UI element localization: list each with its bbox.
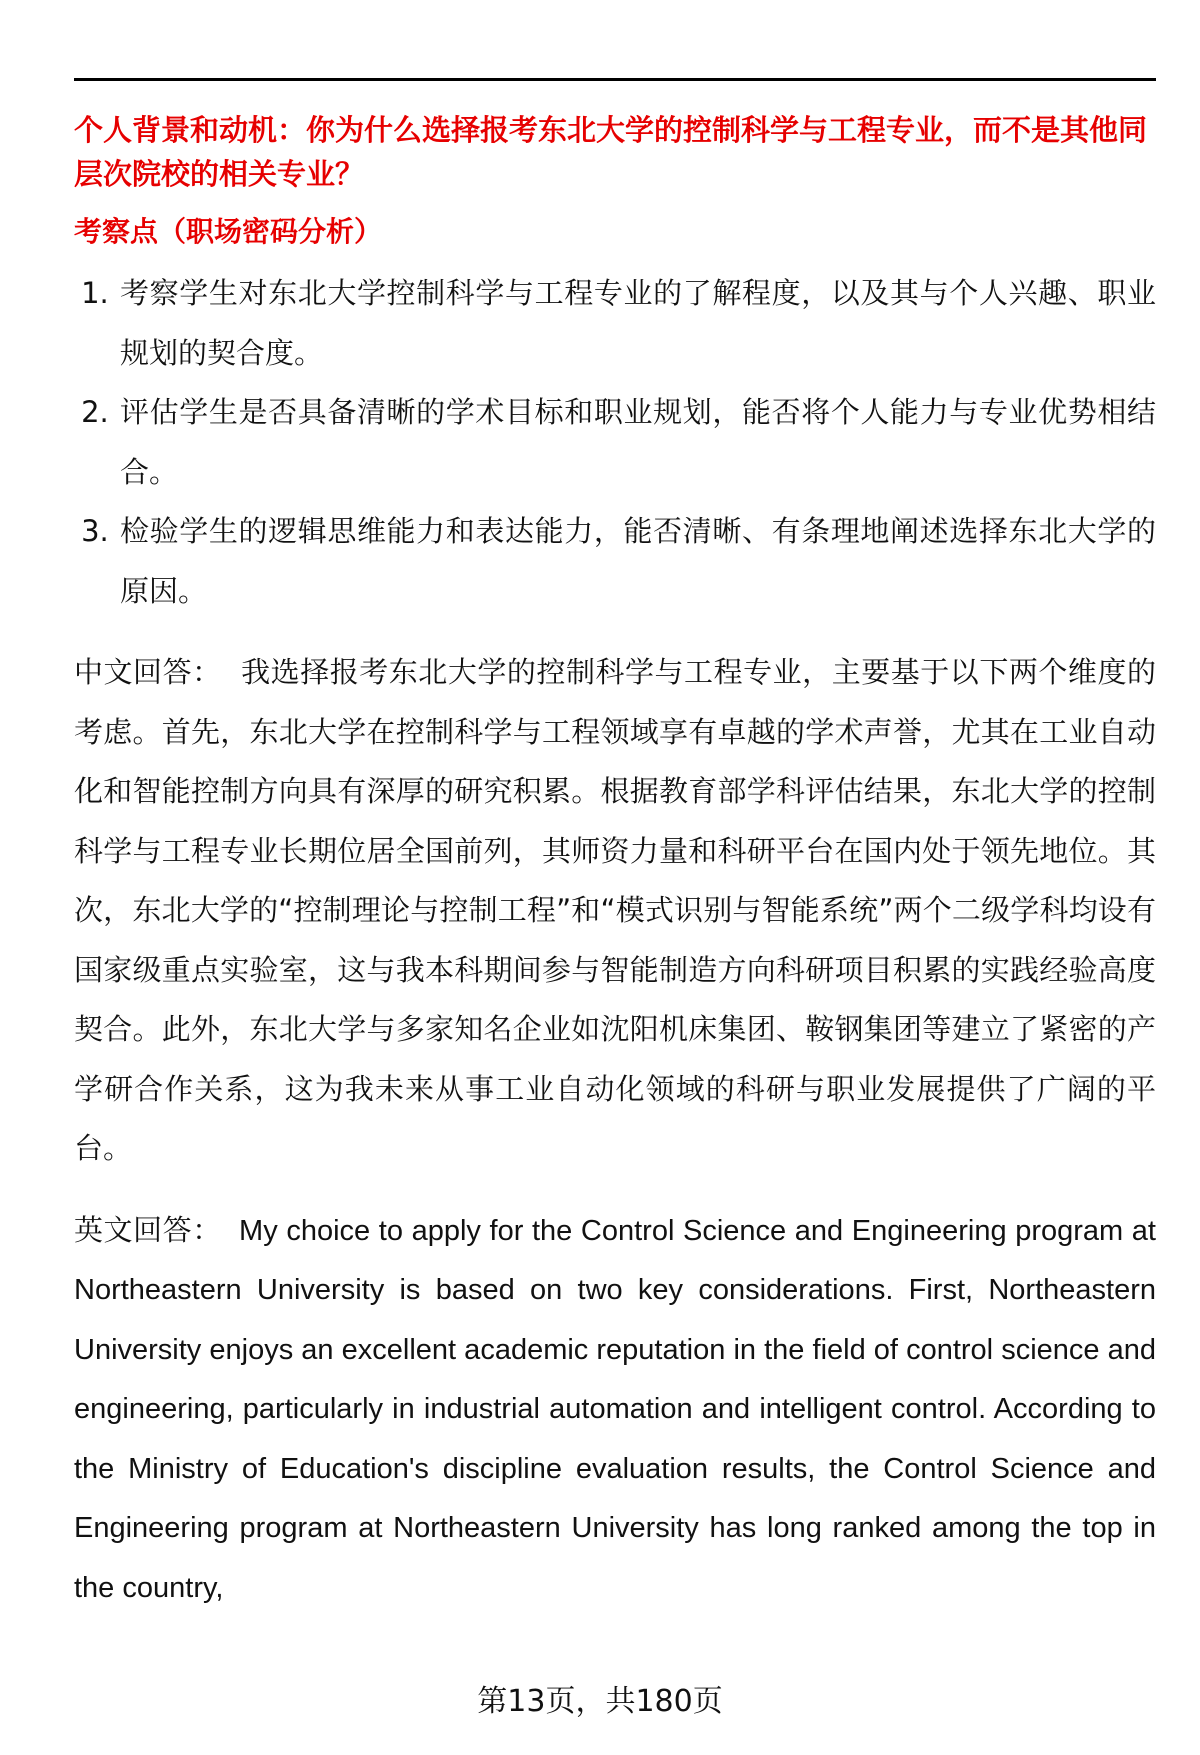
english-answer: [74, 1201, 1156, 1619]
question-title: 个人背景和动机：你为什么选择报考东北大学的控制科学与工程专业，而不是其他同层次院校的相关专业？: [74, 113, 1148, 191]
english-answer-label: 英文回答：: [74, 1212, 222, 1247]
header-rule: [74, 78, 1156, 81]
list-item: 2. 评估学生是否具备清晰的学术目标和职业规划，能否将个人能力与专业优势相结合。: [118, 383, 1156, 502]
list-item: 3. 检验学生的逻辑思维能力和表达能力，能否清晰、有条理地阐述选择东北大学的原因。: [118, 502, 1156, 621]
chinese-answer-label: 中文回答：: [74, 655, 222, 689]
list-item: 1. 考察学生对东北大学控制科学与工程专业的了解程度，以及其与个人兴趣、职业规划的契合度。: [118, 264, 1156, 383]
section-heading: 考察点（职场密码分析）: [74, 215, 383, 248]
page-number: 第13页，共180页: [477, 1684, 723, 1719]
english-answer-text: My choice to apply for the Control Science and Engineering program at Northeastern University is based on two key considerations. First, Northeastern University enjoys an excellent academic reputation in the field of control science and engineering, particularly in industrial automation and intelligent control. According to the Ministry of Education's discipline evaluation results, the Control Science and Engineering program at Northeastern University has long ranked among the top in the country,: [74, 1214, 1156, 1604]
assessment-points-list: [74, 264, 1156, 621]
chinese-answer: [74, 643, 1156, 1179]
page-content: [74, 108, 1156, 1618]
chinese-answer-text: 我选择报考东北大学的控制科学与工程专业，主要基于以下两个维度的考虑。首先，东北大学在控制科学与工程领域享有卓越的学术声誉，尤其在工业自动化和智能控制方向具有深厚的研究积累。根据教育部学科评估结果，东北大学的控制科学与工程专业长期位居全国前列，其师资力量和科研平台在国内处于领先地位。其次，东北大学的“控制理论与控制工程”和“模式识别与智能系统”两个二级学科均设有国家级重点实验室，这与我本科期间参与智能制造方向科研项目积累的实践经验高度契合。此外，东北大学与多家知名企业如沈阳机床集团、鞍钢集团等建立了紧密的产学研合作关系，这为我未来从事工业自动化领域的科研与职业发展提供了广阔的平台。: [74, 655, 1156, 1165]
